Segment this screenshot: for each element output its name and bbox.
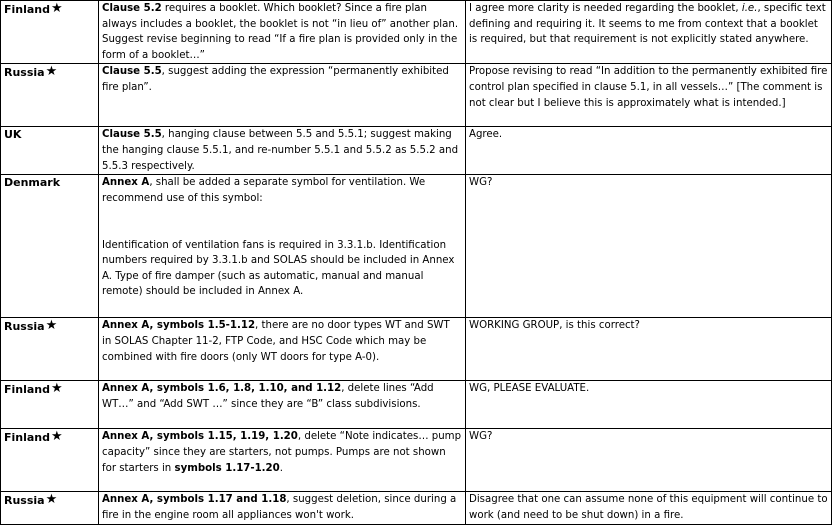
country-cell — [1, 1, 99, 64]
star-icon: ★ — [51, 429, 63, 445]
comment-cell — [99, 492, 466, 525]
country-name: Finland — [4, 383, 51, 397]
country-cell — [1, 381, 99, 429]
response-cell — [466, 318, 832, 381]
clause-ref: Clause 5.5 — [102, 66, 162, 78]
clause-ref: Annex A, symbols 1.15, 1.19, 1.20 — [102, 431, 298, 443]
response-text: Agree. — [469, 129, 503, 141]
comment-cell — [99, 1, 466, 64]
clause-ref: Annex A, symbols 1.6, 1.8, 1.10, and 1.12 — [102, 383, 342, 395]
country-name: Finland — [4, 3, 51, 16]
table-row — [1, 127, 832, 175]
star-icon: ★ — [45, 318, 58, 334]
comment-cell — [99, 64, 466, 127]
star-icon: ★ — [51, 381, 63, 397]
response-italic: i.e. — [741, 3, 758, 14]
comment-text: , hanging clause between 5.5 and 5.5.1; suggest making the hanging clause 5.5.1, and re-number 5.5.1 and 5.5.2 as 5.5.2 and 5.5.3 respectively. — [102, 129, 459, 172]
response-cell — [466, 64, 832, 127]
table-row — [1, 175, 832, 318]
response-text: Propose revising to read “In addition to the permanently exhibited fire control plan specified in clause 5.1, in all vessels…” [The comment is not clear but I believe this is approximately what is intended.] — [469, 66, 828, 109]
country-cell — [1, 318, 99, 381]
clause-ref: Clause 5.5 — [102, 129, 162, 141]
comment-text: , suggest deletion, since during a fire in the engine room all appliances won't work. — [102, 494, 457, 521]
comment-text: , delete lines “Add WT…” and “Add SWT …” since they are “B” class subdivisions. — [102, 383, 434, 410]
response-text: WORKING GROUP, is this correct? — [469, 320, 640, 332]
table-row — [1, 492, 832, 525]
table-row — [1, 1, 832, 64]
response-cell — [466, 429, 832, 492]
clause-ref: Clause 5.2 — [102, 3, 162, 14]
star-icon: ★ — [45, 492, 58, 508]
country-cell — [1, 127, 99, 175]
comment-text: , there are no door types WT and SWT in SOLAS Chapter 11-2, FTP Code, and HSC Code which may be combined with fire doors (only WT doors for type A-0). — [102, 320, 450, 363]
comment-cell — [99, 127, 466, 175]
response-text: I agree more clarity is needed regarding the booklet, — [469, 3, 742, 14]
country-cell — [1, 429, 99, 492]
clause-ref: Annex A, symbols 1.17 and 1.18 — [102, 494, 287, 506]
country-name: UK — [4, 128, 22, 142]
country-cell — [1, 492, 99, 525]
star-icon: ★ — [45, 64, 58, 80]
clause-ref: Annex A, symbols 1.5-1.12 — [102, 320, 256, 332]
country-name: Russia — [4, 320, 45, 334]
response-cell — [466, 1, 832, 64]
comment-extra-text: Identification of ventilation fans is required in 3.3.1.b. Identification numbers required by 3.3.1.b and SOLAS should be included in Annex A. Type of fire damper (such as automatic, manual and manual remote) should be included in Annex A. — [102, 239, 455, 298]
table-row — [1, 381, 832, 429]
comment-text: . — [279, 462, 283, 474]
comment-cell — [99, 175, 466, 318]
country-cell — [1, 64, 99, 127]
symbol-placeholder — [102, 207, 462, 238]
response-text: WG, PLEASE EVALUATE. — [469, 383, 590, 395]
table-row — [1, 318, 832, 381]
response-text: WG? — [469, 177, 493, 189]
country-name: Denmark — [4, 176, 61, 190]
comment-text: , suggest adding the expression “permanently exhibited fire plan”. — [102, 66, 449, 93]
response-cell — [466, 175, 832, 318]
table-row — [1, 429, 832, 492]
comment-cell — [99, 318, 466, 381]
clause-ref: Annex A — [102, 177, 150, 189]
country-cell — [1, 175, 99, 318]
comment-text: , shall be added a separate symbol for ventilation. We recommend use of this symbol: — [102, 177, 426, 204]
response-cell — [466, 381, 832, 429]
comment-text: requires a booklet. Which booklet? Since a fire plan always includes a booklet, the booklet is not “in lieu of” another plan. Suggest revise beginning to read “If a fire plan is provided only in the form of a booklet…” — [102, 3, 459, 61]
response-text: , specific text defining and requiring it. It seems to me from context that a booklet is required, but that requirement is not explicitly stated anywhere. — [469, 3, 826, 46]
response-text: Disagree that one can assume none of this equipment will continue to work (and need to be shut down) in a fire. — [469, 494, 828, 521]
comment-cell — [99, 381, 466, 429]
star-icon: ★ — [51, 1, 63, 16]
table-row — [1, 64, 832, 127]
response-text: WG? — [469, 431, 493, 443]
clause-ref-secondary: symbols 1.17-1.20 — [174, 462, 280, 474]
comment-cell — [99, 429, 466, 492]
comment-text: , delete “Note indicates… pump capacity” since they are starters, not pumps. Pumps are not shown for starters in — [102, 431, 462, 474]
country-name: Russia — [4, 494, 45, 508]
response-cell — [466, 492, 832, 525]
response-cell — [466, 127, 832, 175]
country-name: Finland — [4, 431, 51, 445]
country-name: Russia — [4, 66, 45, 80]
